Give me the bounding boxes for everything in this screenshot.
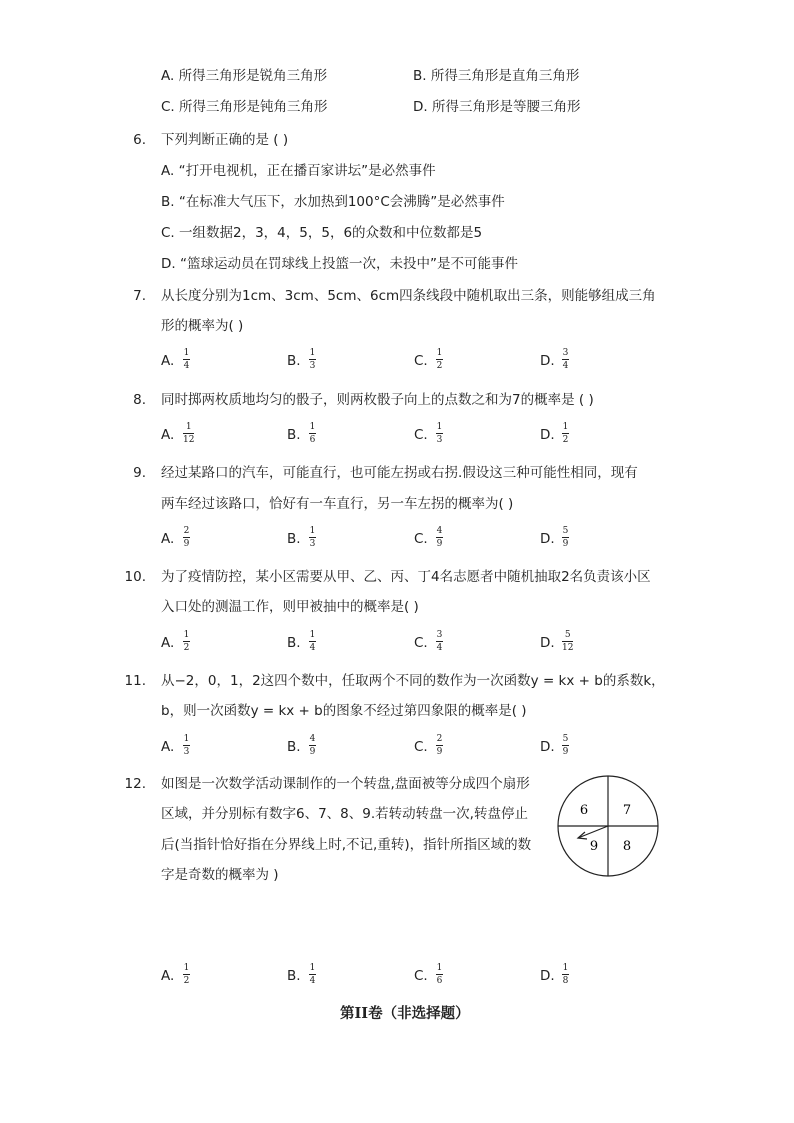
fraction-bar <box>309 359 316 360</box>
q10-stem-line2: 入口处的测温工作，则甲被抽中的概率是( ) <box>161 599 419 615</box>
fraction-bar <box>183 745 190 746</box>
fraction-numerator: 1 <box>309 526 316 536</box>
fraction-denominator: 3 <box>309 361 316 371</box>
fraction-denominator: 12 <box>183 435 195 445</box>
fraction-denominator: 12 <box>562 643 574 653</box>
q6-option-c: C. 一组数据2，3，4，5，5，6的众数和中位数都是5 <box>161 225 483 241</box>
fraction-denominator: 2 <box>436 361 443 371</box>
spinner-label-7: 7 <box>622 803 632 818</box>
q12-option-a-fraction <box>183 963 190 986</box>
fraction-bar <box>183 537 190 538</box>
fraction-denominator: 9 <box>436 747 443 757</box>
q12-option-d-fraction <box>562 963 569 986</box>
fraction-numerator: 1 <box>183 630 190 640</box>
fraction-denominator: 9 <box>436 539 443 549</box>
q11-option-b-fraction <box>309 734 316 757</box>
fraction-denominator: 3 <box>436 435 443 445</box>
q5-option-c: C. 所得三角形是钝角三角形 <box>161 99 328 115</box>
fraction-denominator: 4 <box>436 643 443 653</box>
fraction-denominator: 9 <box>183 539 190 549</box>
fraction-denominator: 2 <box>562 435 569 445</box>
fraction-bar <box>309 641 316 642</box>
q5-option-a: A. 所得三角形是锐角三角形 <box>161 68 328 84</box>
q6-option-b: B. “在标准大气压下，水加热到100°C会沸腾”是必然事件 <box>161 194 505 210</box>
q6-option-d: D. “篮球运动员在罚球线上投篮一次，未投中”是不可能事件 <box>161 256 518 272</box>
q9-option-c-fraction <box>436 526 443 549</box>
q12-stem-line1: 如图是一次数学活动课制作的一个转盘,盘面被等分成四个扇形 <box>161 776 530 792</box>
spinner-label-8: 8 <box>622 839 632 854</box>
fraction-bar <box>309 433 316 434</box>
fraction-numerator: 4 <box>436 526 443 536</box>
fraction-bar <box>309 537 316 538</box>
q10-stem-line1: 为了疫情防控，某小区需要从甲、乙、丙、丁4名志愿者中随机抽取2名负责该小区 <box>161 569 651 585</box>
fraction-denominator: 9 <box>562 747 569 757</box>
q11-option-c-fraction <box>436 734 443 757</box>
spinner-label-6: 6 <box>579 803 589 818</box>
q8-option-b-fraction <box>309 422 316 445</box>
fraction-denominator: 3 <box>183 747 190 757</box>
fraction-numerator: 1 <box>309 422 316 432</box>
fraction-numerator: 5 <box>564 630 571 640</box>
q9-stem-line1: 经过某路口的汽车，可能直行，也可能左拐或右拐.假设这三种可能性相同，现有 <box>161 465 638 481</box>
fraction-denominator: 4 <box>309 976 316 986</box>
fraction-numerator: 1 <box>183 348 190 358</box>
fraction-numerator: 1 <box>185 422 192 432</box>
q11-option-c-label: C. <box>414 739 428 755</box>
q9-option-b-fraction <box>309 526 316 549</box>
q7-option-b-label: B. <box>287 353 301 369</box>
q7-option-a-label: A. <box>161 353 175 369</box>
fraction-numerator: 1 <box>562 422 569 432</box>
q9-option-c-label: C. <box>414 531 428 547</box>
fraction-bar <box>562 641 573 642</box>
q9-number: 9. <box>133 465 146 481</box>
q10-option-d-label: D. <box>540 635 555 651</box>
fraction-denominator: 9 <box>309 747 316 757</box>
q9-option-d-fraction <box>562 526 569 549</box>
fraction-bar <box>562 745 569 746</box>
q10-option-c-fraction <box>436 630 443 653</box>
q11-option-b-label: B. <box>287 739 301 755</box>
fraction-denominator: 2 <box>183 976 190 986</box>
fraction-numerator: 1 <box>309 630 316 640</box>
q11-option-d-fraction <box>562 734 569 757</box>
spinner-label-9: 9 <box>589 839 599 854</box>
q10-option-a-fraction <box>183 630 190 653</box>
q9-option-a-fraction <box>183 526 190 549</box>
q9-option-a-label: A. <box>161 531 175 547</box>
section-title: 第II卷（非选择题） <box>340 1005 470 1022</box>
q10-option-d-fraction <box>562 630 573 653</box>
fraction-bar <box>562 974 569 975</box>
q11-option-d-label: D. <box>540 739 555 755</box>
fraction-numerator: 3 <box>562 348 569 358</box>
q12-option-c-label: C. <box>414 968 428 984</box>
q6-number: 6. <box>133 132 146 148</box>
fraction-bar <box>436 641 443 642</box>
q8-option-a-label: A. <box>161 427 175 443</box>
fraction-denominator: 3 <box>309 539 316 549</box>
fraction-numerator: 2 <box>183 526 190 536</box>
q11-stem-line2: b，则一次函数y = kx + b的图象不经过第四象限的概率是( ) <box>161 703 527 719</box>
q8-option-c-label: C. <box>414 427 428 443</box>
fraction-denominator: 6 <box>436 976 443 986</box>
q7-stem-line2: 形的概率为( ) <box>161 318 244 334</box>
q9-option-b-label: B. <box>287 531 301 547</box>
fraction-denominator: 8 <box>562 976 569 986</box>
fraction-bar <box>436 745 443 746</box>
fraction-numerator: 1 <box>309 963 316 973</box>
q8-number: 8. <box>133 392 146 408</box>
q7-stem-line1: 从长度分别为1cm、3cm、5cm、6cm四条线段中随机取出三条，则能够组成三角 <box>161 288 656 304</box>
fraction-numerator: 2 <box>436 734 443 744</box>
fraction-bar <box>183 433 194 434</box>
fraction-denominator: 9 <box>562 539 569 549</box>
fraction-bar <box>562 359 569 360</box>
fraction-numerator: 1 <box>436 963 443 973</box>
q7-number: 7. <box>133 288 146 304</box>
q12-number: 12. <box>124 776 146 792</box>
q8-option-c-fraction <box>436 422 443 445</box>
q7-option-d-label: D. <box>540 353 555 369</box>
fraction-bar <box>436 537 443 538</box>
q6-option-a: A. “打开电视机，正在播百家讲坛”是必然事件 <box>161 163 436 179</box>
q9-stem-line2: 两车经过该路口，恰好有一车直行，另一车左拐的概率为( ) <box>161 496 514 512</box>
q7-option-a-fraction <box>183 348 190 371</box>
q5-option-b: B. 所得三角形是直角三角形 <box>413 68 580 84</box>
fraction-bar <box>436 974 443 975</box>
q7-option-c-label: C. <box>414 353 428 369</box>
q8-stem: 同时掷两枚质地均匀的骰子，则两枚骰子向上的点数之和为7的概率是 ( ) <box>161 392 594 408</box>
fraction-numerator: 3 <box>436 630 443 640</box>
fraction-numerator: 4 <box>309 734 316 744</box>
fraction-numerator: 1 <box>562 963 569 973</box>
fraction-bar <box>183 641 190 642</box>
q11-option-a-label: A. <box>161 739 175 755</box>
fraction-bar <box>436 433 443 434</box>
q7-option-d-fraction <box>562 348 569 371</box>
fraction-numerator: 5 <box>562 526 569 536</box>
q10-option-c-label: C. <box>414 635 428 651</box>
fraction-numerator: 1 <box>183 734 190 744</box>
fraction-numerator: 1 <box>436 348 443 358</box>
q12-stem-line4: 字是奇数的概率为 ) <box>161 867 279 883</box>
fraction-numerator: 1 <box>309 348 316 358</box>
fraction-bar <box>309 974 316 975</box>
q9-option-d-label: D. <box>540 531 555 547</box>
q12-option-c-fraction <box>436 963 443 986</box>
fraction-denominator: 4 <box>562 361 569 371</box>
spinner-pointer <box>578 826 608 838</box>
q8-option-d-label: D. <box>540 427 555 443</box>
fraction-bar <box>436 359 443 360</box>
q8-option-b-label: B. <box>287 427 301 443</box>
fraction-numerator: 1 <box>436 422 443 432</box>
fraction-bar <box>183 359 190 360</box>
q12-option-d-label: D. <box>540 968 555 984</box>
fraction-bar <box>309 745 316 746</box>
fraction-bar <box>183 974 190 975</box>
spinner-figure <box>554 772 662 880</box>
fraction-denominator: 4 <box>309 643 316 653</box>
q10-option-a-label: A. <box>161 635 175 651</box>
q7-option-b-fraction <box>309 348 316 371</box>
q12-option-a-label: A. <box>161 968 175 984</box>
q8-option-d-fraction <box>562 422 569 445</box>
q12-option-b-fraction <box>309 963 316 986</box>
fraction-denominator: 2 <box>183 643 190 653</box>
fraction-denominator: 6 <box>309 435 316 445</box>
q12-stem-line2: 区域，并分别标有数字6、7、8、9.若转动转盘一次,转盘停止 <box>161 806 528 822</box>
q11-number: 11. <box>124 673 146 689</box>
q11-option-a-fraction <box>183 734 190 757</box>
fraction-bar <box>562 537 569 538</box>
q10-option-b-label: B. <box>287 635 301 651</box>
q5-option-d: D. 所得三角形是等腰三角形 <box>413 99 581 115</box>
fraction-bar <box>562 433 569 434</box>
fraction-numerator: 1 <box>183 963 190 973</box>
q7-option-c-fraction <box>436 348 443 371</box>
q12-option-b-label: B. <box>287 968 301 984</box>
q11-stem-line1: 从−2，0，1，2这四个数中，任取两个不同的数作为一次函数y = kx + b的系数k， <box>161 673 665 689</box>
q8-option-a-fraction <box>183 422 194 445</box>
q10-number: 10. <box>124 569 146 585</box>
q6-stem: 下列判断正确的是 ( ) <box>161 132 289 148</box>
fraction-denominator: 4 <box>183 361 190 371</box>
q10-option-b-fraction <box>309 630 316 653</box>
fraction-numerator: 5 <box>562 734 569 744</box>
q12-stem-line3: 后(当指针恰好指在分界线上时,不记,重转)，指针所指区域的数 <box>161 837 532 853</box>
